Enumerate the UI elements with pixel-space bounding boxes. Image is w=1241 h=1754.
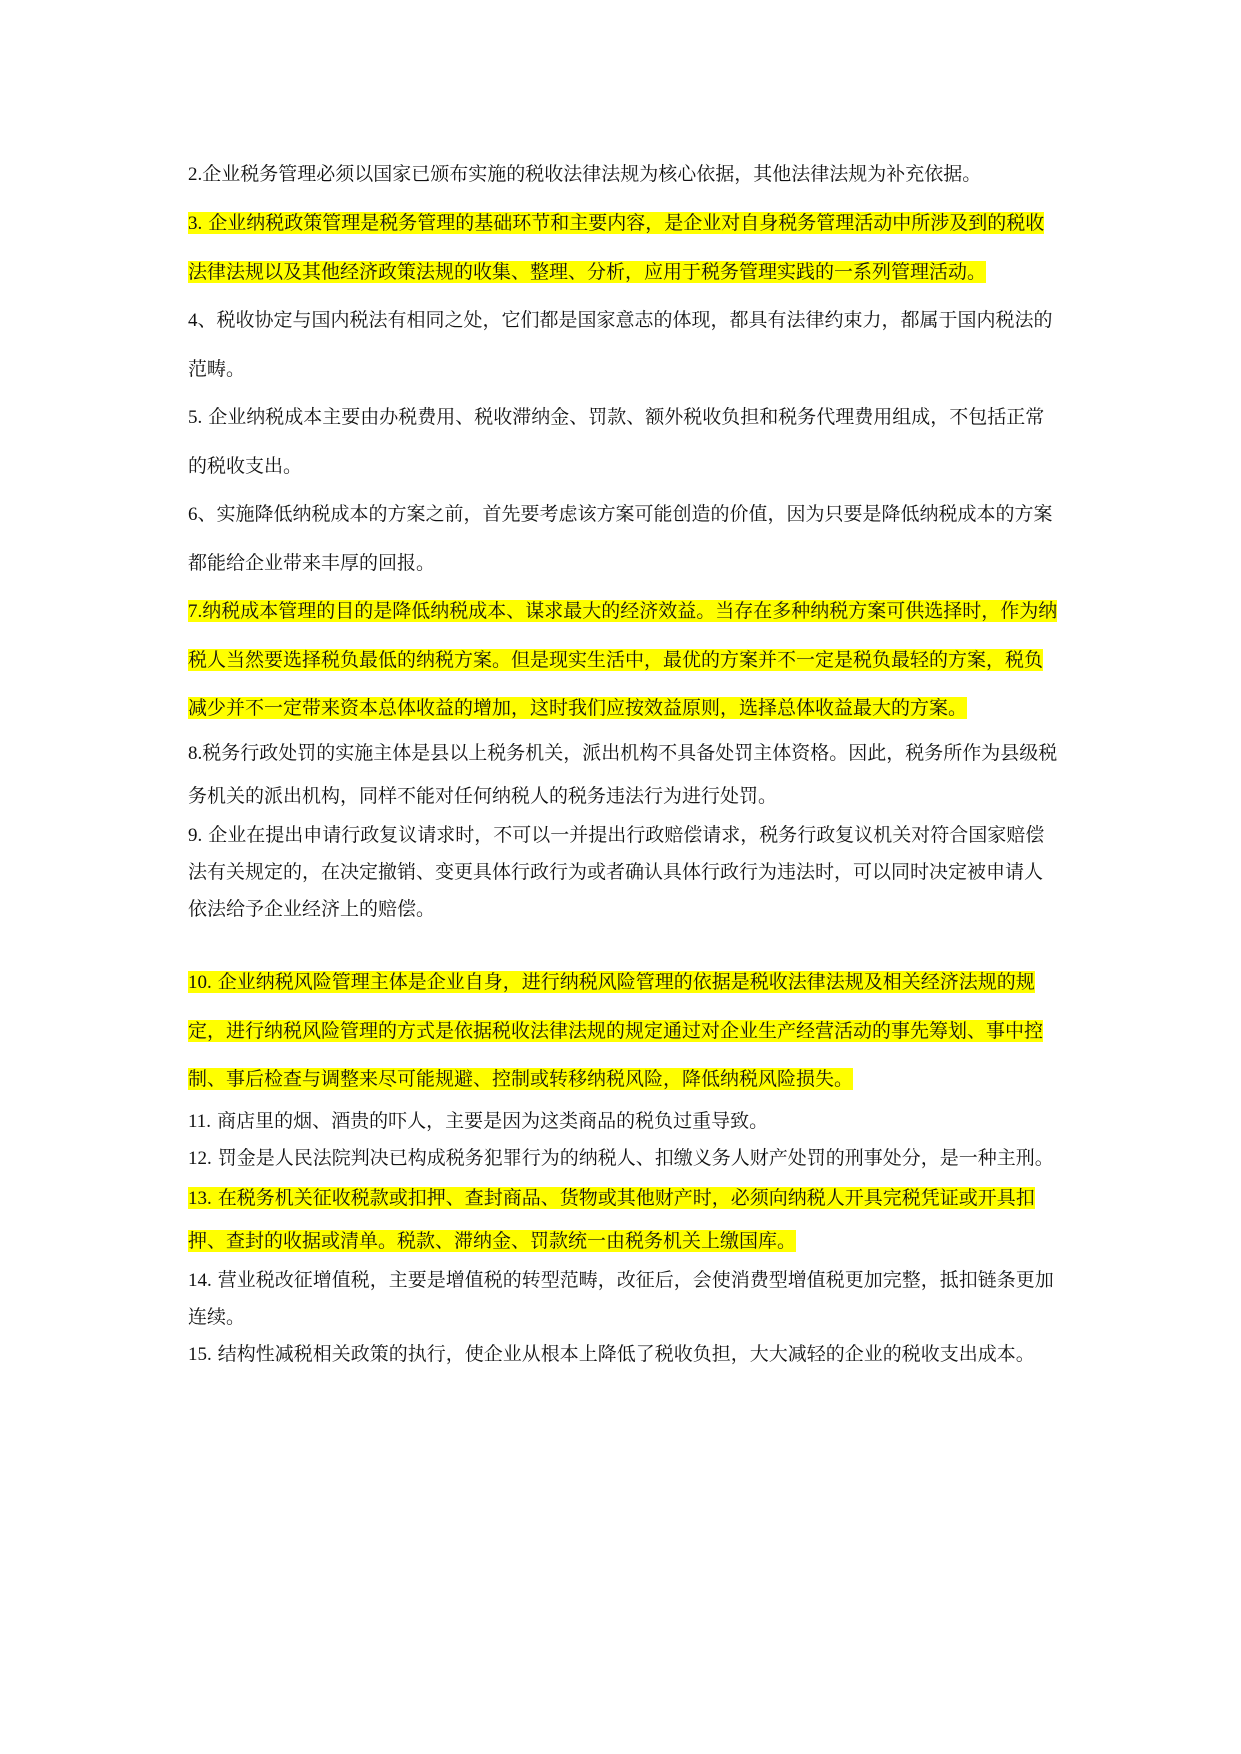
item-number: 13.: [188, 1188, 212, 1209]
item-text: 企业纳税成本主要由办税费用、税收滞纳金、罚款、额外税收负担和税务代理费用组成，不包括正常的税收支出。: [188, 406, 1045, 477]
paragraph-4: [188, 296, 1058, 393]
paragraph-13-highlighted: [188, 1177, 1058, 1262]
paragraph-11: [188, 1103, 1058, 1140]
item-text: 营业税改征增值税，主要是增值税的转型范畴，改征后，会使消费型增值税更加完整，抵扣链条更加连续。: [188, 1269, 1054, 1328]
paragraph-5: [188, 393, 1058, 490]
paragraph-6: [188, 490, 1058, 587]
item-text: 税务行政处罚的实施主体是县以上税务机关，派出机构不具备处罚主体资格。因此，税务所作为县级税务机关的派出机构，同样不能对任何纳税人的税务违法行为进行处罚。: [188, 742, 1058, 807]
item-text: 罚金是人民法院判决已构成税务犯罪行为的纳税人、扣缴义务人财产处罚的刑事处分，是一种主刑。: [211, 1147, 1054, 1169]
item-number: 12.: [188, 1148, 212, 1169]
highlighted-run: [188, 1187, 1035, 1252]
item-number: 10.: [188, 972, 212, 993]
paragraph-2: [188, 150, 1058, 199]
item-text: 在税务机关征收税款或扣押、查封商品、货物或其他财产时，必须向纳税人开具完税凭证或开具扣押、查封的收据或清单。税款、滞纳金、罚款统一由税务机关上缴国库。: [188, 1187, 1035, 1252]
item-number: 9.: [188, 825, 203, 846]
highlighted-run: [188, 971, 1043, 1090]
paragraph-7-highlighted: [188, 587, 1058, 732]
item-text: 企业纳税风险管理主体是企业自身，进行纳税风险管理的依据是税收法律法规及相关经济法规的规定，进行纳税风险管理的方式是依据税收法律法规的规定通过对企业生产经营活动的事先筹划、事中控制、事后检查与调整来尽可能规避、控制或转移纳税风险，降低纳税风险损失。: [188, 971, 1044, 1090]
paragraph-15: [188, 1336, 1058, 1373]
item-number: 6、: [188, 504, 217, 525]
item-number: 11.: [188, 1111, 212, 1132]
item-number: 14.: [188, 1270, 212, 1291]
item-number: 2.: [188, 164, 203, 185]
item-number: 7.: [188, 601, 203, 622]
paragraph-9: [188, 817, 1058, 928]
paragraph-8: [188, 732, 1058, 817]
paragraph-10-highlighted: [188, 958, 1058, 1103]
item-number: 3.: [188, 213, 203, 234]
item-text: 商店里的烟、酒贵的吓人，主要是因为这类商品的税负过重导致。: [211, 1110, 769, 1132]
document-body: [188, 150, 1058, 1373]
item-number: 4、: [188, 310, 217, 331]
paragraph-14: [188, 1262, 1058, 1336]
highlighted-run: [188, 212, 1044, 283]
item-number: 15.: [188, 1344, 212, 1365]
item-text: 实施降低纳税成本的方案之前，首先要考虑该方案可能创造的价值，因为只要是降低纳税成本的方案都能给企业带来丰厚的回报。: [188, 503, 1053, 574]
highlighted-run: [188, 600, 1057, 719]
item-number: 5.: [188, 407, 203, 428]
item-text: 企业在提出申请行政复议请求时，不可以一并提出行政赔偿请求，税务行政复议机关对符合国家赔偿法有关规定的，在决定撤销、变更具体行政行为或者确认具体行政行为违法时，可以同时决定被申请人依法给予企业经济上的赔偿。: [188, 824, 1045, 920]
paragraph-spacer: [188, 928, 1058, 958]
item-text: 结构性减税相关政策的执行，使企业从根本上降低了税收负担，大大减轻的企业的税收支出成本。: [211, 1343, 1035, 1365]
paragraph-3-highlighted: [188, 199, 1058, 296]
item-number: 8.: [188, 743, 203, 764]
paragraph-12: [188, 1140, 1058, 1177]
item-text: 企业税务管理必须以国家已颁布实施的税收法律法规为核心依据，其他法律法规为补充依据。: [202, 163, 982, 185]
item-text: 纳税成本管理的目的是降低纳税成本、谋求最大的经济效益。当存在多种纳税方案可供选择时，作为纳税人当然要选择税负最低的纳税方案。但是现实生活中，最优的方案并不一定是税负最轻的方案，税负减少并不一定带来资本总体收益的增加，这时我们应按效益原则，选择总体收益最大的方案。: [188, 600, 1058, 719]
item-text: 企业纳税政策管理是税务管理的基础环节和主要内容，是企业对自身税务管理活动中所涉及到的税收法律法规以及其他经济政策法规的收集、整理、分析，应用于税务管理实践的一系列管理活动。: [188, 212, 1045, 283]
item-text: 税收协定与国内税法有相同之处，它们都是国家意志的体现，都具有法律约束力，都属于国内税法的范畴。: [188, 309, 1053, 380]
